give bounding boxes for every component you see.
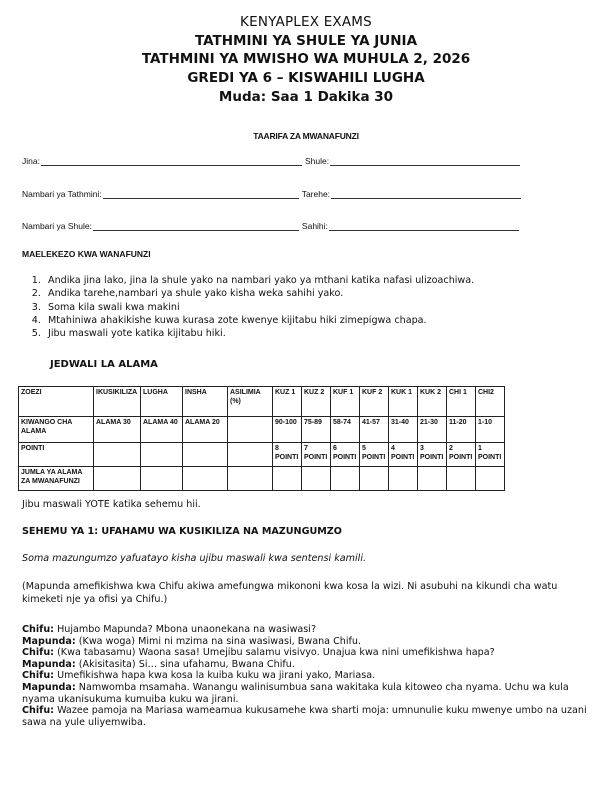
table-cell[interactable] (331, 467, 360, 491)
table-cell (94, 443, 141, 467)
speaker-name: Chifu: (22, 670, 54, 682)
speaker-name: Mapunda: (22, 635, 76, 647)
table-cell: 5 POINTI (360, 443, 389, 467)
marks-table (18, 386, 505, 491)
table-cell[interactable] (418, 467, 447, 491)
table-cell[interactable] (389, 467, 418, 491)
nambari-shule-field[interactable] (93, 221, 299, 231)
sahihi-label: Sahihi: (301, 221, 328, 231)
tarehe-field[interactable] (331, 189, 521, 199)
table-cell[interactable] (273, 467, 302, 491)
table-cell: LUGHA (141, 387, 183, 417)
speaker-name: Mapunda: (22, 658, 76, 670)
dialogue-line (22, 659, 594, 671)
table-cell[interactable] (94, 467, 141, 491)
shule-field[interactable] (330, 156, 520, 166)
table-cell: 90-100 (273, 417, 302, 443)
nambari-tathmini-label: Nambari ya Tathmini: (22, 189, 102, 199)
table-cell: 3 POINTI (418, 443, 447, 467)
table-cell: CHI 1 (447, 387, 476, 417)
dialogue-line (22, 705, 594, 728)
table-row (19, 417, 505, 443)
table-row (19, 387, 505, 417)
exam-title-line2: TATHMINI YA MWISHO WA MUHULA 2, 2026 (141, 51, 471, 67)
student-info-title: TAARIFA ZA MWANAFUNZI (253, 131, 359, 141)
dialogue-text: Hujambo Mapunda? Mbona unaonekana na wasiwasi? (57, 624, 317, 635)
exam-title-line3: GREDI YA 6 – KISWAHILI LUGHA (187, 70, 425, 86)
table-cell (141, 443, 183, 467)
table-cell[interactable] (302, 467, 331, 491)
table-cell: ALAMA 40 (141, 417, 183, 443)
tarehe-label: Tarehe: (301, 189, 331, 199)
table-cell (228, 443, 273, 467)
table-cell: 2 POINTI (447, 443, 476, 467)
speaker-name: Chifu: (22, 705, 54, 717)
nambari-tathmini-field[interactable] (103, 189, 299, 199)
dialogue-text: (Kwa woga) Mimi ni mzima na sina wasiwasi, Bwana Chifu. (78, 635, 362, 647)
table-cell: 75-89 (302, 417, 331, 443)
dialogue-line (22, 647, 594, 659)
table-cell: ZOEZI (19, 387, 94, 417)
jina-field[interactable] (41, 156, 302, 166)
table-cell: 8 POINTI (273, 443, 302, 467)
field-row-3 (22, 221, 519, 231)
speaker-name: Mapunda: (22, 681, 76, 693)
instruction-item: 1. Andika jina lako, jina la shule yako na nambari yako ya mthani katika nafasi ulizoachiwa. (44, 274, 604, 287)
dialogue-text: Wazee pamoja na Mariasa wameamua kukusamehe kwa sharti moja: umnunulie kuku mwenye umbo na uzani sawa na yule uliyemwiba. (22, 705, 587, 728)
table-cell: 31-40 (389, 417, 418, 443)
dialogue-text: Umefikishwa hapa kwa kosa la kuiba kuku wa jirani yako, Mariasa. (57, 670, 376, 682)
table-cell: ALAMA 30 (94, 417, 141, 443)
table-cell: KUK 2 (418, 387, 447, 417)
table-cell: POINTI (19, 443, 94, 467)
dialogue-text: (Kwa tabasamu) Waona sasa! Umejibu salamu visivyo. Unajua kwa nini umefikishwa hapa? (57, 647, 495, 659)
table-cell (228, 417, 273, 443)
dialogue-line (22, 670, 594, 682)
table-cell: 4 POINTI (389, 443, 418, 467)
dialogue-text: Namwomba msamaha. Wanangu walinisumbua sana wakitaka kula kitoweo cha nyama. Uchu wa kula nyama ukanisukuma kumuiba kuku wa jirani. (22, 681, 569, 705)
table-cell: 1 POINTI (476, 443, 505, 467)
table-row (19, 443, 505, 467)
section1-title: SEHEMU YA 1: UFAHAMU WA KUSIKILIZA NA MAZUNGUMZO (22, 526, 342, 537)
table-cell: 7 POINTI (302, 443, 331, 467)
table-cell[interactable] (183, 467, 228, 491)
table-cell: 58-74 (331, 417, 360, 443)
dialogue-line (22, 624, 594, 636)
field-row-1 (22, 156, 520, 166)
table-cell: IKUSIKILIZA (94, 387, 141, 417)
table-cell: KIWANGO CHA ALAMA (19, 417, 94, 443)
table-cell: KUK 1 (389, 387, 418, 417)
instructions-list (22, 274, 604, 340)
instruction-item: 4. Mtahiniwa ahakikishe kuwa kurasa zote kwenye kijitabu hiki zimepigwa chapa. (44, 314, 604, 327)
table-cell: KUZ 1 (273, 387, 302, 417)
dialogue-text: (Akisitasita) Si… sina ufahamu, Bwana Chifu. (78, 658, 295, 670)
jina-label: Jina: (22, 156, 40, 166)
table-cell: KUF 1 (331, 387, 360, 417)
instruction-item: 5. Jibu maswali yote katika kijitabu hiki. (44, 327, 604, 340)
table-cell[interactable] (447, 467, 476, 491)
table-cell: KUF 2 (360, 387, 389, 417)
table-cell: CHI2 (476, 387, 505, 417)
table-cell: INSHA (183, 387, 228, 417)
table-cell: 11-20 (447, 417, 476, 443)
instructions-title: MAELEKEZO KWA WANAFUNZI (22, 249, 151, 259)
table-cell: JUMLA YA ALAMA ZA MWANAFUNZI (19, 467, 94, 491)
table-cell: KUZ 2 (302, 387, 331, 417)
table-cell: 6 POINTI (331, 443, 360, 467)
dialogue-line (22, 636, 594, 648)
instruction-item: 2. Andika tarehe,nambari ya shule yako kisha weka sahihi yako. (44, 287, 604, 300)
table-cell: 1-10 (476, 417, 505, 443)
table-cell: 41-57 (360, 417, 389, 443)
dialogue-line (22, 682, 594, 705)
answer-all-instruction: Jibu maswali YOTE katika sehemu hii. (22, 499, 201, 510)
speaker-name: Chifu: (22, 624, 54, 635)
table-cell[interactable] (360, 467, 389, 491)
speaker-name: Chifu: (22, 647, 54, 659)
table-cell[interactable] (228, 467, 273, 491)
dialogue-context: (Mapunda amefikishwa kwa Chifu akiwa amefungwa mikononi kwa kosa la wizi. Ni asubuhi na kikundi cha watu kimeketi nje ya ofisi ya Chifu.) (22, 581, 558, 605)
table-cell (183, 443, 228, 467)
exam-duration: Muda: Saa 1 Dakika 30 (218, 89, 394, 105)
nambari-shule-label: Nambari ya Shule: (22, 221, 92, 231)
table-cell[interactable] (141, 467, 183, 491)
field-row-2 (22, 189, 521, 199)
instruction-item: 3. Soma kila swali kwa makini (44, 301, 604, 314)
table-cell: 21-30 (418, 417, 447, 443)
table-row (19, 467, 505, 491)
table-cell[interactable] (476, 467, 505, 491)
shule-label: Shule: (304, 156, 330, 166)
exam-title-line1: TATHMINI YA SHULE YA JUNIA (194, 33, 418, 49)
marks-table-title: JEDWALI LA ALAMA (50, 359, 158, 370)
dialogue (22, 624, 594, 728)
table-cell: ASILIMIA (%) (228, 387, 273, 417)
sahihi-field[interactable] (329, 221, 519, 231)
org-name: KENYAPLEX EXAMS (240, 14, 372, 30)
section1-instruction: Soma mazungumzo yafuatayo kisha ujibu maswali kwa sentensi kamili. (22, 553, 367, 564)
table-cell: ALAMA 20 (183, 417, 228, 443)
